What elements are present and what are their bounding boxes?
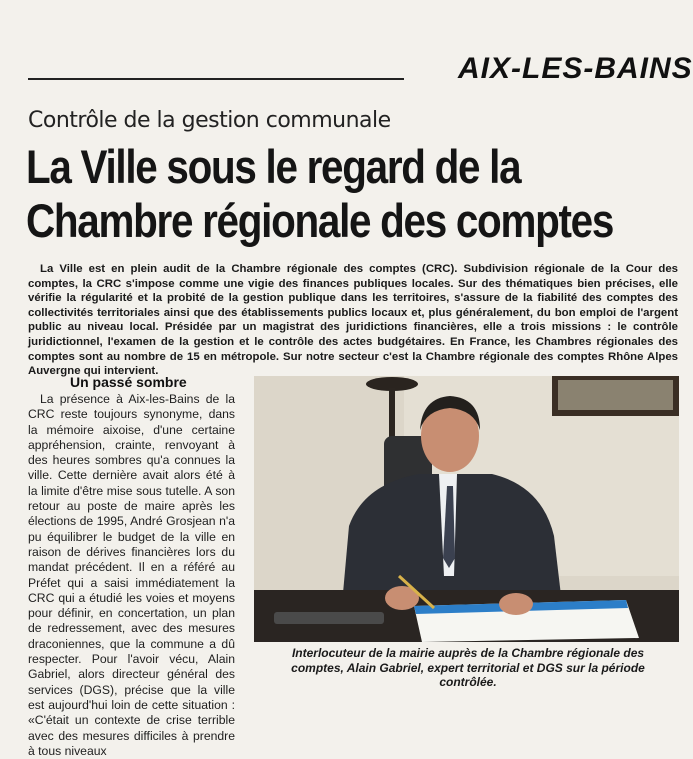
article-lead: La Ville est en plein audit de la Chambre régionale des comptes (CRC). Subdivision régionale de la Cour des comptes, la CRC s'impose comme une vigie des finances publiques locales. Sur des thématiques bien précises, elle vérifie la régularité et la probité de la gestion publique dans les territoires, s'assure de la fiabilité des comptes des collectivités territoriales ainsi que des établissements publics locaux et, plus généralement, du bon emploi de l'argent public au niveau local. Présidée par un magistrat des juridictions financières, elle a trois missions : le contrôle juridictionnel, l'examen de la gestion et le contrôle des actes budgétaires. En France, les Chambres régionales des comptes sont au nombre de 15 en métropole. Sur notre secteur c'est la Chambre régionale des comptes Rhône Alpes Auvergne qui intervient. [28, 263, 678, 378]
article-body: La présence à Aix-les-Bains de la CRC reste toujours synonyme, dans la mémoire aixoise, d'une certaine appréhension, crainte, renvoyant à des heures sombres qu'a connues la ville. Cette dernière avait alors été à la limite d'être mise sous tutelle. A son retour au poste de maire après les élections de 1995, André Grosjean n'a pu équilibrer le budget de la ville en raison de dérives financières lors du mandat précédent. Il en a référé au Préfet qui a saisi immédiatement la CRC qui a étudié les voies et moyens pour définir, en concertation, un plan de redressement, avec des mesures draconiennes, que la commune a dû respecter. Pour l'avoir vécu, Alain Gabriel, alors directeur général des services (DGS), précise que la ville est aujourd'hui loin de cette situation : «C'était un contexte de crise terrible avec des mesures difficiles à prendre à tous niveaux [28, 392, 235, 758]
photo-illustration [254, 376, 679, 642]
section-city-title: AIX-LES-BAINS [458, 52, 693, 85]
article-photo [254, 376, 679, 642]
article-headline: La Ville sous le regard de la Chambre régionale des comptes [26, 140, 614, 247]
article-kicker: Contrôle de la gestion communale [28, 108, 391, 133]
article-subhead: Un passé sombre [70, 374, 187, 390]
header-rule [28, 78, 404, 80]
photo-caption: Interlocuteur de la mairie auprès de la Chambre régionale des comptes, Alain Gabriel, expert territorial et DGS sur la période contrôlée. [291, 646, 645, 689]
